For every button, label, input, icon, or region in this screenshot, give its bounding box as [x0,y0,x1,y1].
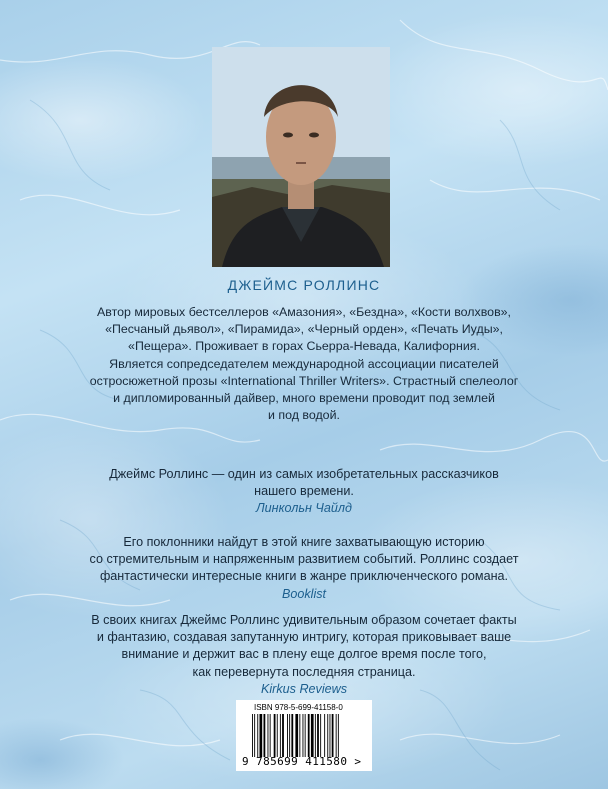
review-quote [40,534,568,603]
barcode-bar [260,714,263,757]
bio-line: и дипломированный дайвер, много времени проводит под землей [113,391,495,406]
barcode-bar [320,714,321,757]
barcode-bar [268,714,269,757]
review-quote [40,612,568,698]
review-line: В своих книгах Джеймс Роллинс удивительным образом сочетает факты [91,613,517,627]
review-source: Kirkus Reviews [260,681,348,696]
review-source: Линкольн Чайлд [256,501,352,516]
bio-line: «Песчаный дьявол», «Пирамида», «Черный орден», «Печать Иуды», [105,322,503,337]
barcode-bar [295,714,298,757]
review-line: внимание и держит вас в плену еще долгое время после того, [121,647,487,662]
barcode-bar [303,714,304,757]
barcode-bar [257,714,258,757]
bio-line: Автор мировых бестселлеров «Амазония», «Бездна», «Кости волхвов», [97,305,511,319]
review-line: Джеймс Роллинс — один из самых изобретательных рассказчиков [109,467,499,481]
review-line: со стремительным и напряженным развитием событий. Роллинс создает [89,552,519,567]
barcode-bar [332,714,334,757]
barcode-box [236,700,372,771]
barcode-bar [252,714,253,757]
barcode-bar [254,714,255,757]
review-line: как перевернута последняя страница. [192,664,416,679]
barcode-bar [274,714,276,757]
barcode-bar [264,714,266,757]
barcode-bar [324,714,325,757]
barcode-bar [277,714,278,757]
barcode-bar [327,714,328,757]
review-line: фантастически интересные книги в жанре приключенческого романа. [99,569,509,584]
isbn-label: ISBN 978-5-699-41158-0 [254,703,343,712]
author-name: ДЖЕЙМС РОЛЛИНС [227,277,381,293]
barcode-bar [305,714,306,757]
barcode-bar [308,714,310,757]
barcode-bar [289,714,290,757]
barcode-bar [338,714,339,757]
barcode-bar [317,714,319,757]
review-line: и фантазию, создавая запутанную интригу, которая приковывает ваше [96,630,512,645]
author-bio [60,304,548,424]
barcode-bar [330,714,331,757]
barcode-bar [270,714,271,757]
barcode-number: 9 785699 411580 > [242,755,362,768]
review-line: нашего времени. [254,484,354,499]
barcode-bar [282,714,284,757]
barcode-bar [280,714,281,757]
barcode-bar [315,714,316,757]
bio-line: «Пещера». Проживает в горах Сьерра-Невада, Калифорния. [128,339,480,354]
author-photo [212,47,390,267]
barcode-bar [287,714,288,757]
review-quote [40,466,568,518]
bio-line: и под водой. [268,408,340,423]
barcode-bar [336,714,337,757]
barcode-bar [299,714,300,757]
barcode-bar [311,714,314,757]
review-line: Его поклонники найдут в этой книге захватывающую историю [123,535,485,549]
barcode-bar [291,714,293,757]
barcode-icon [252,714,358,757]
bio-line: Является сопредседателем международной ассоциации писателей [109,356,499,371]
review-source: Booklist [281,586,327,601]
bio-line: остросюжетной прозы «International Thriller Writers». Страстный спелеолог [89,373,519,388]
